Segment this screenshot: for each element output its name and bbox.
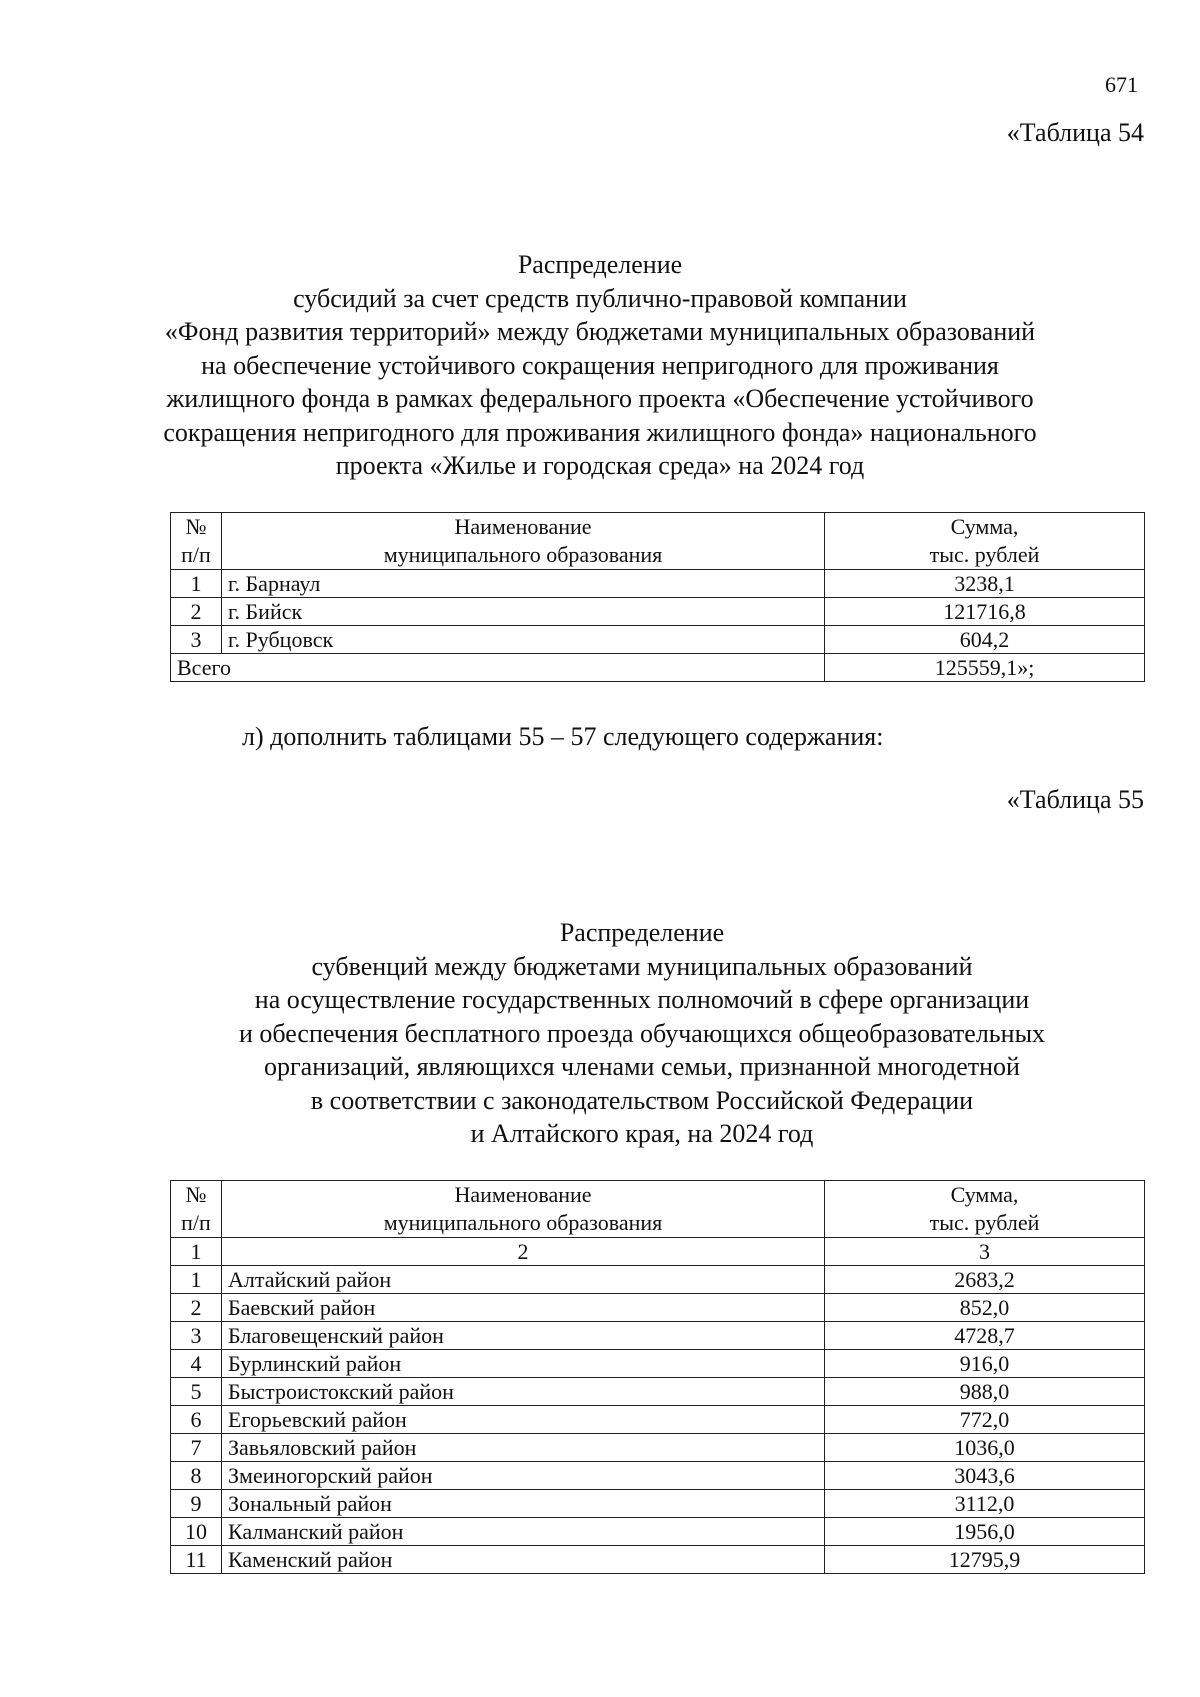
header-sum-line1: Сумма, xyxy=(950,514,1019,539)
row-sum: 604,2 xyxy=(825,626,1145,654)
row-name: Баевский район xyxy=(222,1294,825,1322)
row-sum: 4728,7 xyxy=(825,1322,1145,1350)
header-name-line1: Наименование xyxy=(454,514,592,539)
table-row xyxy=(171,598,1145,626)
heading-line: субсидий за счет средств публично-правовой компании xyxy=(293,283,907,313)
header-name-line1: Наименование xyxy=(454,1182,592,1207)
table-55-heading xyxy=(42,916,1200,1151)
row-name: Калманский район xyxy=(222,1518,825,1546)
total-label: Всего xyxy=(171,654,825,682)
row-sum: 916,0 xyxy=(825,1350,1145,1378)
header-name-line2: муниципального образования xyxy=(383,542,663,567)
total-sum: 125559,1»; xyxy=(825,654,1145,682)
row-name: г. Рубцовск xyxy=(222,626,825,654)
column-index-row xyxy=(171,1238,1145,1266)
heading-line: в соответствии с законодательством Российской Федерации xyxy=(310,1085,974,1115)
row-number: 10 xyxy=(171,1518,222,1546)
row-number: 3 xyxy=(171,626,222,654)
row-sum: 772,0 xyxy=(825,1406,1145,1434)
row-name: Каменский район xyxy=(222,1546,825,1574)
header-number xyxy=(171,513,222,570)
table-header-row xyxy=(171,1181,1145,1238)
table-total-row xyxy=(171,654,1145,682)
row-number: 1 xyxy=(171,1266,222,1294)
row-sum: 852,0 xyxy=(825,1294,1145,1322)
header-number-line2: п/п xyxy=(181,542,211,567)
heading-line: проекта «Жилье и городская среда» на 2024 год xyxy=(335,451,865,480)
row-number: 1 xyxy=(171,570,222,598)
row-name: Завьяловский район xyxy=(222,1434,825,1462)
row-name: Егорьевский район xyxy=(222,1406,825,1434)
row-sum: 2683,2 xyxy=(825,1266,1145,1294)
heading-line: организаций, являющихся членами семьи, признанной многодетной xyxy=(264,1052,1020,1081)
header-name-line2: муниципального образования xyxy=(383,1210,663,1235)
row-number: 2 xyxy=(171,598,222,626)
row-number: 8 xyxy=(171,1462,222,1490)
table-row xyxy=(171,1406,1145,1434)
heading-line: на осуществление государственных полномочий в сфере организации xyxy=(254,985,1030,1014)
header-sum xyxy=(825,513,1145,570)
row-name: Зональный район xyxy=(222,1490,825,1518)
heading-line: субвенций между бюджетами муниципальных образований xyxy=(311,951,973,981)
table-row xyxy=(171,1434,1145,1462)
table-54 xyxy=(170,512,1145,682)
row-name: Бурлинский район xyxy=(222,1350,825,1378)
heading-line: и обеспечения бесплатного проезда обучающихся общеобразовательных xyxy=(238,1018,1046,1048)
amendment-instruction: л) дополнить таблицами 55 – 57 следующего содержания: xyxy=(242,722,884,751)
row-sum: 3238,1 xyxy=(825,570,1145,598)
table-row xyxy=(171,1350,1145,1378)
table-header-row xyxy=(171,513,1145,570)
heading-line: жилищного фонда в рамках федерального проекта «Обеспечение устойчивого xyxy=(166,384,1034,413)
heading-line: Распределение xyxy=(517,250,683,279)
table-row xyxy=(171,1490,1145,1518)
table-row xyxy=(171,1546,1145,1574)
heading-line: Распределение xyxy=(559,918,725,947)
row-sum: 1036,0 xyxy=(825,1434,1145,1462)
row-sum: 1956,0 xyxy=(825,1518,1145,1546)
header-sum-line2: тыс. рублей xyxy=(929,1210,1040,1235)
header-name xyxy=(222,513,825,570)
table-row xyxy=(171,626,1145,654)
table-55 xyxy=(170,1180,1145,1574)
header-number xyxy=(171,1181,222,1238)
row-name: Алтайский район xyxy=(222,1266,825,1294)
header-number-line1: № xyxy=(185,514,207,539)
header-sum-line1: Сумма, xyxy=(950,1182,1019,1207)
column-index: 2 xyxy=(222,1238,825,1266)
row-name: г. Барнаул xyxy=(222,570,825,598)
header-name xyxy=(222,1181,825,1238)
table-row xyxy=(171,570,1145,598)
row-name: Быстроистокский район xyxy=(222,1378,825,1406)
row-number: 6 xyxy=(171,1406,222,1434)
table-54-heading xyxy=(0,248,1200,483)
column-index: 3 xyxy=(825,1238,1145,1266)
table-55-reference: «Таблица 55 xyxy=(1006,785,1144,814)
row-number: 5 xyxy=(171,1378,222,1406)
row-number: 7 xyxy=(171,1434,222,1462)
row-name: г. Бийск xyxy=(222,598,825,626)
row-sum: 121716,8 xyxy=(825,598,1145,626)
row-sum: 3043,6 xyxy=(825,1462,1145,1490)
column-index: 1 xyxy=(171,1238,222,1266)
table-row xyxy=(171,1266,1145,1294)
header-number-line1: № xyxy=(185,1182,207,1207)
row-name: Змеиногорский район xyxy=(222,1462,825,1490)
row-sum: 3112,0 xyxy=(825,1490,1145,1518)
header-number-line2: п/п xyxy=(181,1210,211,1235)
heading-line: и Алтайского края, на 2024 год xyxy=(470,1119,814,1148)
row-number: 3 xyxy=(171,1322,222,1350)
table-row xyxy=(171,1462,1145,1490)
table-54-reference: «Таблица 54 xyxy=(1006,118,1144,147)
table-row xyxy=(171,1294,1145,1322)
row-name: Благовещенский район xyxy=(222,1322,825,1350)
table-row xyxy=(171,1322,1145,1350)
heading-line: сокращения непригодного для проживания жилищного фонда» национального xyxy=(163,417,1037,447)
row-number: 4 xyxy=(171,1350,222,1378)
row-number: 11 xyxy=(171,1546,222,1574)
header-sum-line2: тыс. рублей xyxy=(929,542,1040,567)
row-number: 9 xyxy=(171,1490,222,1518)
row-sum: 988,0 xyxy=(825,1378,1145,1406)
table-row xyxy=(171,1378,1145,1406)
heading-line: на обеспечение устойчивого сокращения непригодного для проживания xyxy=(201,350,999,380)
table-row xyxy=(171,1518,1145,1546)
heading-line: «Фонд развития территорий» между бюджетами муниципальных образований xyxy=(164,317,1036,346)
header-sum xyxy=(825,1181,1145,1238)
row-sum: 12795,9 xyxy=(825,1546,1145,1574)
page-number: 671 xyxy=(1105,72,1138,97)
row-number: 2 xyxy=(171,1294,222,1322)
